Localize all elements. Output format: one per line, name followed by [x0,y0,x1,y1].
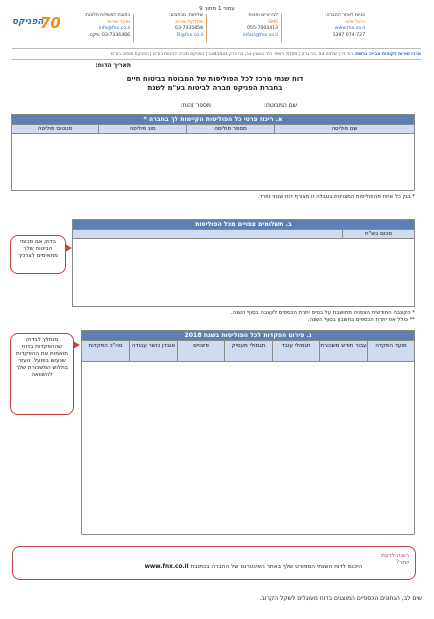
report-title-line1: דוח שנתי מרכז לכל הפוליסות של המבוטח בביטוח חיים [126,75,304,83]
header-col2-email[interactable]: Fi@fnx.co.il [176,32,203,38]
header-divider [281,14,282,42]
section-c-title: ג. פירוט הפקדות לכל הפוליסות בשנת 2018 [82,331,414,340]
header-col1-fax: 03-7336466 :פקס [89,32,130,38]
header-col1-line1: כתובת למשלוח תלונות: [84,13,130,18]
header-address-bar [12,52,421,57]
header-col1-line2: מוקד שירות [107,19,130,25]
callout-pointer [73,341,80,349]
header-contact-column-2 [137,13,203,39]
page-number: עמוד 1 מתוך 9 [199,6,235,12]
column-header: סה"כ הפקדות [88,343,123,349]
callout-check-coverage: בדוק אם סכומי הביטוח שלך מתאימים לצרכיך [10,235,66,274]
header-col2-phone: 03-7335858 [175,26,203,32]
insured-name-label: שם המבוטח: [263,102,297,109]
rounding-footnote: שים לב, הנתונים הכספיים המוצגים בדוח מעוגלים לשקל הקרוב. [259,595,422,602]
section-c-table-body [82,361,414,534]
expected-payments-table [72,219,415,307]
column-header: סטטוס פוליסה [37,126,73,132]
header-divider [206,14,207,42]
section-b-note-2: ** כולל את יתרת הכספים בחשבון בסוף השנה. [307,317,415,323]
more-info-box [12,546,416,580]
header-contact-column-4 [285,13,365,39]
header-col2-line2: מחלקת שירות [175,19,203,25]
header-contact-column-3 [210,13,278,39]
column-header: מועד הפקדה [367,341,414,361]
column-header: פיצויים [177,341,224,361]
section-a-note: * בגין כל אחת מהפוליסות המצוינות בטבלה זו מצורף דוח שנתי נפרד. [257,194,415,200]
column-header: סכום בש"ח [342,230,414,238]
header-col4-line1: פניות לאתר החברה: [324,13,365,18]
section-b-column-headers [73,229,414,238]
column-header: שם פוליסה [274,125,414,133]
insured-id-label: מספר זהות: [180,102,211,109]
header-divider [133,14,134,42]
header-col4-website[interactable]: www.fnx.co.il [334,26,365,32]
column-header: תגמולי מעסיק [224,341,272,361]
policies-summary-table [11,114,415,191]
header-col1-email[interactable]: info@fnx.co.il [98,26,130,32]
header-col3-sms: SMS [268,19,278,25]
header-col4-phone: 074-727 1397 [332,32,365,38]
column-header: אובדן כושר עבודה [129,341,177,361]
report-date-label: תאריך הדוח: [95,62,131,69]
section-b-table-body [73,238,414,306]
logo-wordmark: הפניקס [12,17,44,27]
section-b-title: ב. תשלומים צפויים מכל הפוליסות [73,220,414,229]
callout-pointer [65,244,72,252]
header-separator [12,59,421,60]
section-c-column-headers [82,340,414,361]
header-col2-line1: שליחות, מכתבים: [169,13,203,18]
more-info-sentence: היכנס לדוח השנתי המפורט שלך באתר האינטרנט של החברה בכתובת [190,564,362,570]
header-contact-column-1 [78,13,130,39]
header-col3-email[interactable]: infocl@fnx.co.il [243,32,278,38]
deposits-detail-table [81,330,415,535]
section-a-column-headers [12,124,414,133]
column-header: תגמולי עובד [272,341,319,361]
company-website-link[interactable]: www.fnx.co.il [144,564,189,570]
header-col4-line2: ניהול אישי [345,19,365,25]
column-header: מספר פוליסה [186,125,274,133]
header-bar-text: רח' דרך שלמה 53, בני ברק | מסלול ראשי: רח' הגאגין 53, בני ברק 5345433 | הפניקס חברה לביטוח בע"מ | הפניקס פנסיה בע"מ [110,52,354,57]
column-header: עבור חודש משכורת [319,341,367,361]
header-separator [12,48,421,49]
header-col3-line1: לבירורים ופניות [248,13,278,18]
header-col3-phone: 055-7003413 [247,26,278,32]
more-info-label: רוצה לדעת יותר? [381,553,409,566]
section-b-note-1: * הקצבה החודשית הצפויה מחושבת על בסיס יתרת הכספים לקצבה בסוף השנה. [230,310,415,316]
more-info-text [62,564,362,570]
header-bar-lead: מרכז שירות לקוחות וגבייה ברשת: [354,52,421,57]
callout-verify-deposits: מומלץ לבדוק שההפקדות בדוח תואמות את ההפקדות שנעשו בפועל. העזר בתלוש המשכורת שלך להשוואה [10,333,74,415]
company-logo [12,14,62,36]
column-header: סוג פוליסה [98,125,186,133]
column-header-blank [73,230,342,238]
logo-numeral: 70 [40,14,61,32]
section-a-table-body [12,133,414,190]
report-title-line2: בחברת הפניקס חברה לביטוח בע"מ לשנת [147,84,283,92]
section-a-title: א. ריכוז פרטי כל הפוליסות הקיימות לך בחברה * [12,115,414,124]
